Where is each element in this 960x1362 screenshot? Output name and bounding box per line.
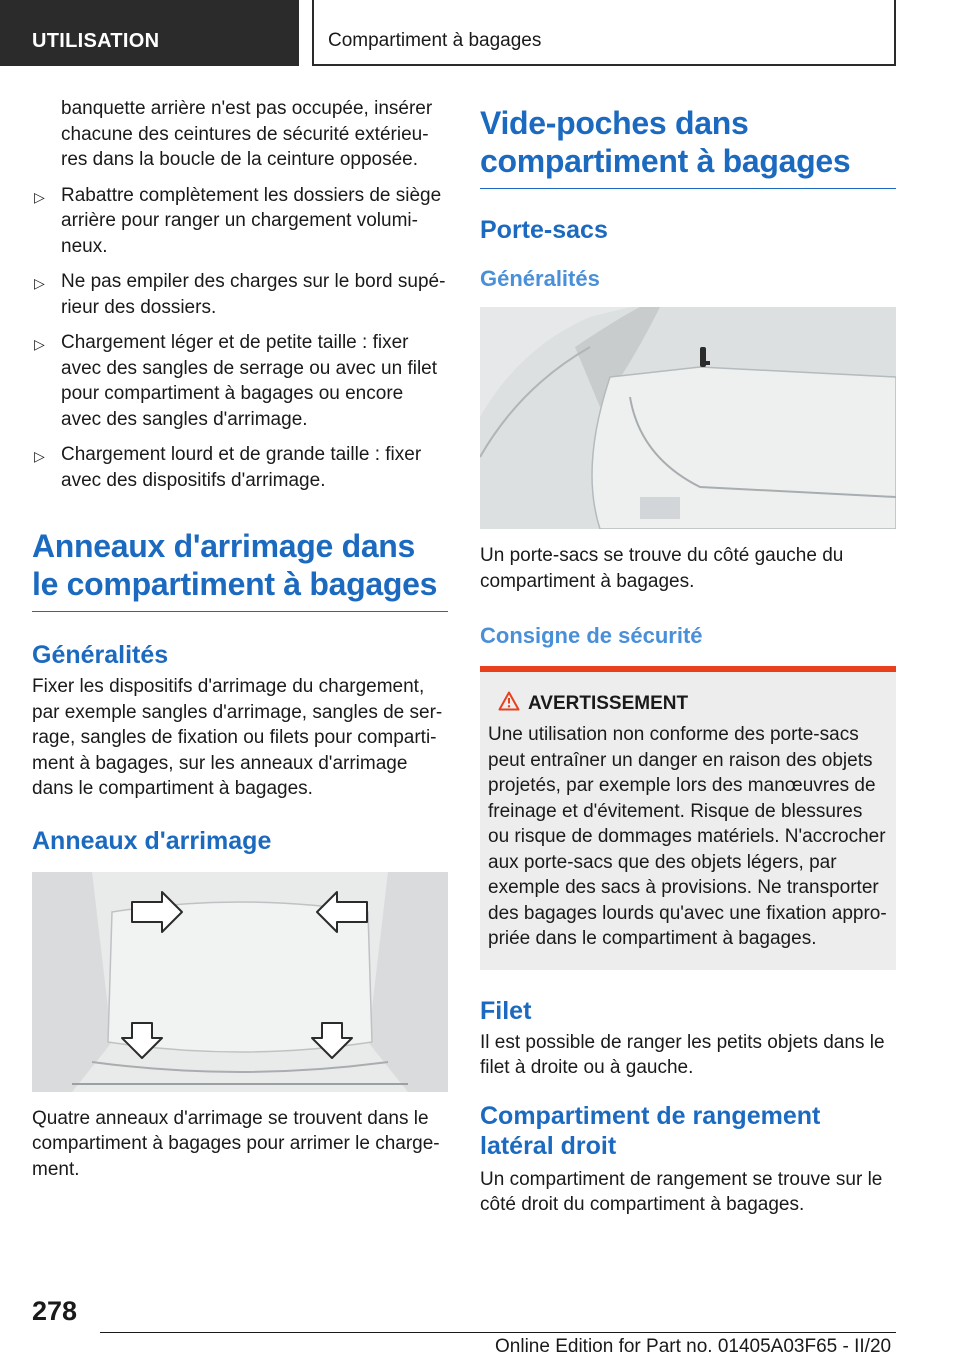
warning-text: Une utilisation non conforme des porte-sacs peut entraîner un danger en raison des objets projetés, par exemple lors des manœuvres de freinage et d'évitement. Risque de blessures ou risque de dommages matériels. N'accrocher aux porte-sacs que des objets légers, par exemple des sacs à provisions. Ne transporter des bagages lourds qu'avec une fixation appro-priée dans le compartiment à bagages. <box>488 724 887 949</box>
subheading-porte-sacs: Porte-sacs <box>480 216 608 244</box>
section-title-anneaux: Anneaux d'arrimage dans le compartiment à bagages <box>32 527 448 612</box>
subheading-anneaux: Anneaux d'arrimage <box>32 826 272 855</box>
triangle-right-outline-icon: ▷ <box>34 188 45 205</box>
generalites-text: Fixer les dispositifs d'arrimage du chargement, par exemple sangles d'arrimage, sangles de ser-rage, sangles de fixation ou filets pour comparti-ment à bagages, sur les anneaux d'arrimage dans le compartiment à bagages. <box>32 676 443 799</box>
compartiment-text: Un compartiment de rangement se trouve sur le côté droit du compartiment à bagages. <box>480 1168 883 1215</box>
footer-edition: Online Edition for Part no. 01405A03F65 - II/20 <box>495 1336 892 1357</box>
triangle-right-outline-icon: ▷ <box>34 336 45 352</box>
subheading-generalites-right: Généralités <box>480 266 600 291</box>
subheading-filet: Filet <box>480 996 532 1025</box>
list-item: ▷ Chargement léger et de petite taille : fixer avec des sangles de serrage ou avec un filet pour compartiment à bagages ou encore avec des sangles d'arrimage. <box>34 332 438 430</box>
section-title-vide-poches: Vide-poches dans compartiment à bagages <box>480 104 896 189</box>
intro-text: banquette arrière n'est pas occupée, insérer chacune des ceintures de sécurité extérieu-res dans la boucle de la ceinture opposée. <box>61 98 433 170</box>
subheading-consigne: Consigne de sécurité <box>480 623 703 648</box>
porte-sacs-caption: Un porte-sacs se trouve du côté gauche du compartiment à bagages. <box>480 545 844 592</box>
warning-box <box>480 666 896 970</box>
page-number: 278 <box>32 1296 78 1326</box>
anneaux-caption: Quatre anneaux d'arrimage se trouvent dans le compartiment à bagages pour arrimer le charge-ment. <box>32 1107 440 1180</box>
trunk-tie-down-image <box>32 872 448 1092</box>
warning-triangle-icon <box>498 691 520 718</box>
subheading-compartiment: Compartiment de rangement latéral droit <box>480 1101 821 1160</box>
list-item: ▷ Rabattre complètement les dossiers de siège arrière pour ranger un chargement volumi-neux. <box>34 184 442 257</box>
list-item: ▷ Chargement lourd et de grande taille : fixer avec des dispositifs d'arrimage. <box>34 444 422 491</box>
subheading-generalites: Généralités <box>32 641 169 669</box>
triangle-right-outline-icon: ▷ <box>34 448 45 464</box>
warning-title: AVERTISSEMENT <box>488 692 888 716</box>
header-section-tab: UTILISATION <box>0 0 299 66</box>
right-column <box>480 96 896 1218</box>
left-column <box>32 96 448 1182</box>
list-item: ▷ Ne pas empiler des charges sur le bord supé-rieur des dossiers. <box>34 271 446 318</box>
filet-text: Il est possible de ranger les petits objets dans le filet à droite ou à gauche. <box>480 1031 885 1078</box>
footer-divider <box>100 1332 896 1333</box>
header-chapter-title: Compartiment à bagages <box>312 0 896 66</box>
bag-hook-image <box>480 307 896 529</box>
triangle-right-outline-icon: ▷ <box>34 275 45 291</box>
bullet-list <box>32 183 448 494</box>
